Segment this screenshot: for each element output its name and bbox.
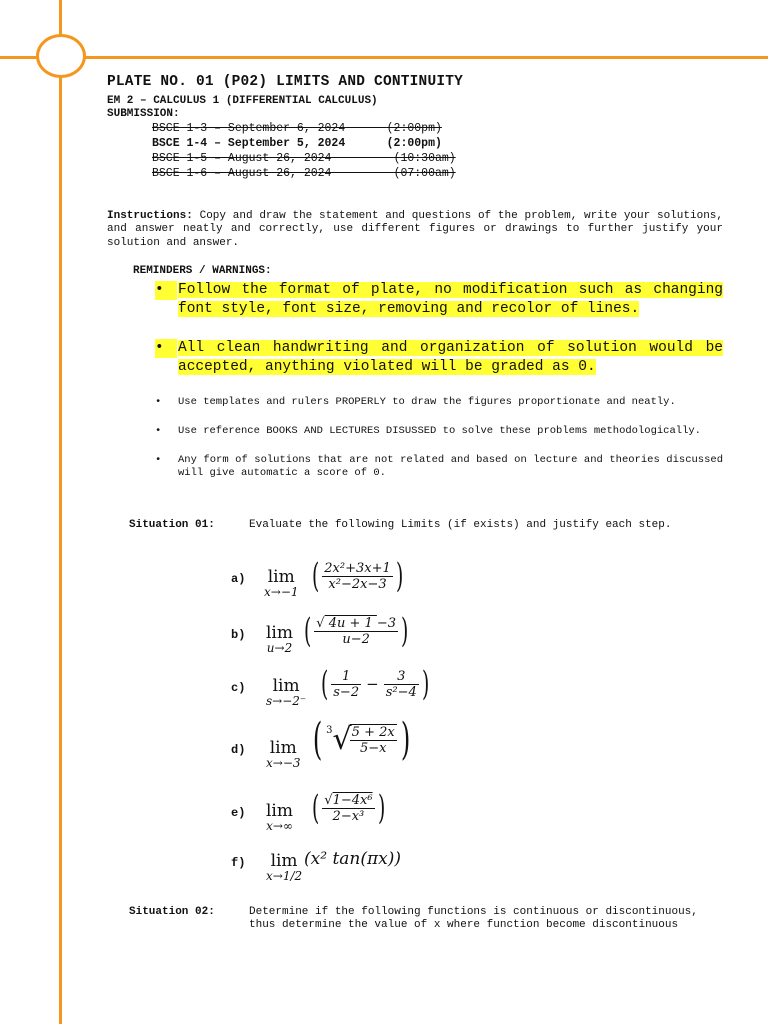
situation-1-text: Evaluate the following Limits (if exists) and justify each step.: [249, 519, 672, 531]
problem-label: d): [231, 743, 246, 757]
bullet-icon: •: [155, 396, 162, 408]
reminder-item: • Use reference BOOKS AND LECTURES DISUSSED to solve these problems methodologically.: [155, 425, 701, 437]
reminders-title: REMINDERS / WARNINGS:: [133, 265, 272, 277]
problem-e-expression: ( $\frac{\text{√1−4x⁶}}{\text{2−x³}}$ ): [311, 788, 385, 828]
reminder-highlight: • Follow the format of plate, no modification such as changing font style, font size, removing and recolor of lines.: [155, 282, 723, 317]
limit-operator: lim x→−3: [266, 738, 301, 770]
problem-label: a): [231, 572, 246, 586]
bullet-icon: •: [155, 425, 162, 437]
schedule-row: BSCE 1-3 – September 6, 2024 (2:00pm): [152, 122, 442, 135]
reminder-item: • Any form of solutions that are not related and based on lecture and theories discussed will give automatic a score of 0.: [155, 454, 723, 479]
plate-title: PLATE NO. 01 (P02) LIMITS AND CONTINUITY: [107, 74, 464, 90]
corner-circle: [36, 34, 86, 78]
reminder-item: • Use templates and rulers PROPERLY to draw the figures proportionate and neatly.: [155, 396, 676, 408]
situation-2-label: Situation 02:: [129, 906, 215, 918]
limit-operator: lim x→∞: [266, 801, 293, 833]
problem-b-expression: ( $\frac{√ 4u + 1 -3}{u-2}$ ): [303, 611, 409, 651]
limit-operator: lim x→−1: [264, 567, 299, 599]
situation-2-text: Determine if the following functions is continuous or discontinuous, thus determine the value of x where function become discontinuous: [249, 906, 698, 931]
problem-label: c): [231, 681, 246, 695]
problem-label: e): [231, 806, 246, 820]
problem-label: b): [231, 628, 246, 642]
bullet-icon: •: [155, 281, 177, 300]
instructions: Instructions: Copy and draw the statement and questions of the problem, write your solutions, and answer neatly and correctly, use different figures or drawings to further justify your solution and answer.: [107, 210, 723, 249]
problem-c-expression: ( $\frac{1}{s-2}$ − $\frac{3}{\text{s²−4}}$ ): [320, 664, 430, 704]
limit-operator: lim s→−2⁻: [266, 676, 307, 708]
schedule-row: BSCE 1-6 – August 26, 2024 (07:00am): [152, 167, 456, 180]
problem-d-expression: ( 3 √ $\frac{5 + 2x}{5-x}$ ): [312, 713, 411, 765]
reminder-highlight: • All clean handwriting and organization of solution would be accepted, anything violated will be graded as 0.: [155, 340, 723, 375]
bullet-icon: •: [155, 454, 162, 466]
margin-line-vertical: [59, 0, 62, 1024]
submission-label: SUBMISSION:: [107, 108, 180, 120]
margin-line-horizontal: [0, 56, 768, 59]
problem-label: f): [231, 856, 246, 870]
schedule-row: BSCE 1-4 – September 5, 2024 (2:00pm): [152, 137, 442, 150]
limit-operator: lim u→2: [266, 623, 293, 655]
bullet-icon: •: [155, 339, 177, 358]
problem-f-expression: (x² tan(πx)): [304, 849, 402, 869]
schedule-row: BSCE 1-5 – August 26, 2024 (10:30am): [152, 152, 456, 165]
problem-a-expression: ( $\frac{\text{2x²+3x+1}}{\text{x²−2x−3}}$ ): [311, 556, 404, 596]
course-title: EM 2 – CALCULUS 1 (DIFFERENTIAL CALCULUS): [107, 95, 378, 107]
situation-1-label: Situation 01:: [129, 519, 215, 531]
limit-operator: lim x→1/2: [266, 851, 303, 883]
